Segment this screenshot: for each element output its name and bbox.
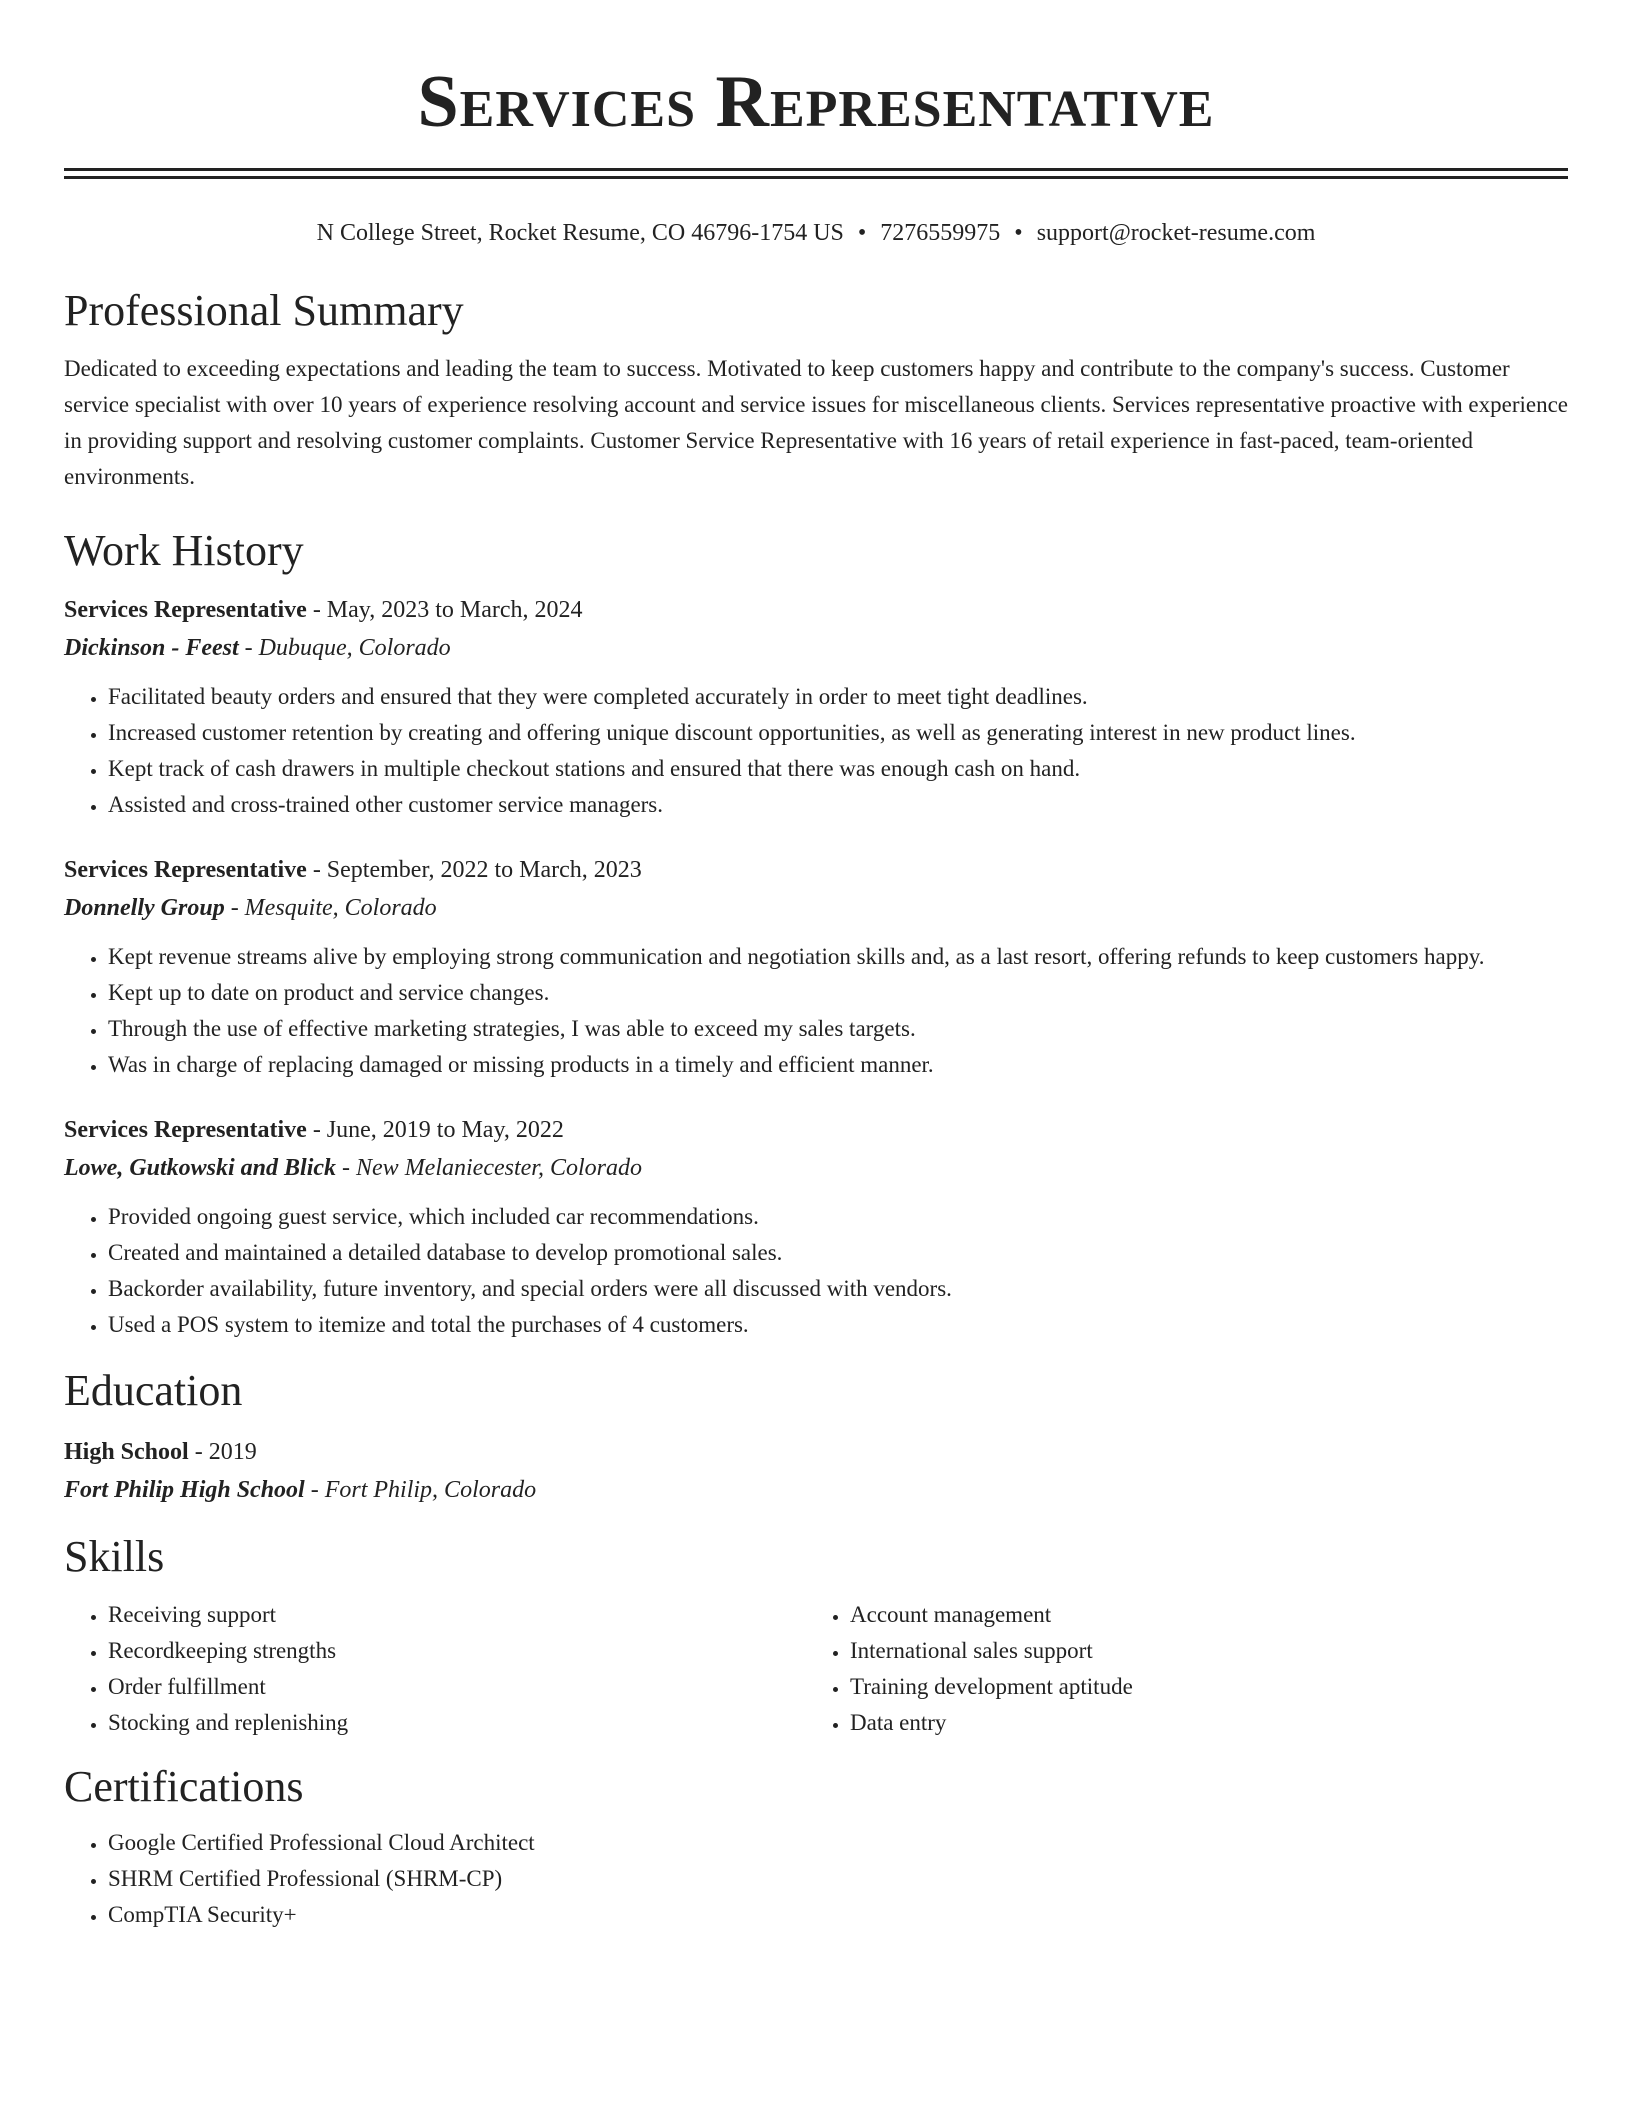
job-bullet: • Assisted and cross-trained other customer service managers. bbox=[108, 787, 1568, 823]
skills-list bbox=[806, 1597, 1548, 1741]
job-company: Donnelly Group bbox=[64, 895, 225, 921]
skills-columns bbox=[64, 1597, 1568, 1741]
skills-list bbox=[64, 1597, 806, 1741]
job-role: Services Representative bbox=[64, 597, 307, 623]
skills-heading: Skills bbox=[64, 1532, 165, 1581]
header-divider-top bbox=[64, 168, 1568, 171]
job-bullet: • Through the use of effective marketing strategies, I was able to exceed my sales targets. bbox=[108, 1011, 1568, 1047]
certification-item: • CompTIA Security+ bbox=[108, 1897, 1568, 1933]
job-bullets bbox=[64, 1199, 1568, 1343]
skills-column-right bbox=[806, 1597, 1548, 1741]
header-divider-bottom bbox=[64, 176, 1568, 179]
education-school-line bbox=[64, 1471, 1568, 1509]
contact-address: N College Street, Rocket Resume, CO 46796-1754 US bbox=[316, 220, 844, 246]
job-entry bbox=[64, 1111, 1568, 1343]
skill-item: • Recordkeeping strengths bbox=[108, 1633, 806, 1669]
skill-item: • Data entry bbox=[850, 1705, 1548, 1741]
education-year: - 2019 bbox=[188, 1439, 257, 1465]
job-role-line bbox=[64, 1111, 1568, 1149]
job-company-line bbox=[64, 629, 1568, 667]
skill-item: • Training development aptitude bbox=[850, 1669, 1548, 1705]
job-bullet: • Was in charge of replacing damaged or missing products in a timely and efficient manner. bbox=[108, 1047, 1568, 1083]
education-school: Fort Philip High School bbox=[64, 1477, 305, 1503]
contact-phone: 7276559975 bbox=[880, 220, 1001, 246]
skill-item: • Receiving support bbox=[108, 1597, 806, 1633]
job-bullets bbox=[64, 679, 1568, 823]
work-history-heading: Work History bbox=[64, 526, 304, 575]
skills-column-left bbox=[64, 1597, 806, 1741]
education-entry bbox=[64, 1433, 1568, 1509]
skill-item: • Account management bbox=[850, 1597, 1548, 1633]
job-company: Dickinson - Feest bbox=[64, 635, 239, 661]
contact-separator: • bbox=[1014, 220, 1023, 246]
job-company: Lowe, Gutkowski and Blick bbox=[64, 1155, 337, 1181]
skill-item: • International sales support bbox=[850, 1633, 1548, 1669]
contact-email[interactable]: support@rocket-resume.com bbox=[1036, 220, 1316, 246]
job-role: Services Representative bbox=[64, 857, 307, 883]
job-location: - New Melaniecester, Colorado bbox=[336, 1155, 642, 1181]
job-dates: - September, 2022 to March, 2023 bbox=[306, 857, 642, 883]
job-dates: - May, 2023 to March, 2024 bbox=[306, 597, 583, 623]
job-bullet: • Kept up to date on product and service changes. bbox=[108, 975, 1568, 1011]
job-dates: - June, 2019 to May, 2022 bbox=[306, 1117, 564, 1143]
job-bullet: • Backorder availability, future inventory, and special orders were all discussed with vendors. bbox=[108, 1271, 1568, 1307]
job-bullets bbox=[64, 939, 1568, 1083]
education-location: - Fort Philip, Colorado bbox=[304, 1477, 537, 1503]
summary-heading: Professional Summary bbox=[64, 286, 464, 335]
job-bullet: • Created and maintained a detailed database to develop promotional sales. bbox=[108, 1235, 1568, 1271]
job-company-line bbox=[64, 889, 1568, 927]
job-bullet: • Kept revenue streams alive by employing strong communication and negotiation skills and, as a last resort, offering refunds to keep customers happy. bbox=[108, 939, 1568, 975]
job-location: - Dubuque, Colorado bbox=[238, 635, 451, 661]
job-entry bbox=[64, 591, 1568, 823]
job-entry bbox=[64, 851, 1568, 1083]
job-role-line bbox=[64, 851, 1568, 889]
job-company-line bbox=[64, 1149, 1568, 1187]
contact-separator: • bbox=[857, 220, 867, 246]
certifications-heading: Certifications bbox=[64, 1762, 304, 1811]
job-role: Services Representative bbox=[64, 1117, 307, 1143]
job-location: - Mesquite, Colorado bbox=[224, 895, 437, 921]
job-bullet: • Increased customer retention by creating and offering unique discount opportunities, as well as generating interest in new product lines. bbox=[108, 715, 1568, 751]
job-role-line bbox=[64, 591, 1568, 629]
job-bullet: • Kept track of cash drawers in multiple checkout stations and ensured that there was enough cash on hand. bbox=[108, 751, 1568, 787]
education-heading: Education bbox=[64, 1366, 243, 1415]
skill-item: • Stocking and replenishing bbox=[108, 1705, 806, 1741]
contact-line bbox=[64, 217, 1568, 249]
certification-item: • SHRM Certified Professional (SHRM-CP) bbox=[108, 1861, 1568, 1897]
summary-text: Dedicated to exceeding expectations and leading the team to success. Motivated to keep customers happy and contribute to the company's success. Customer service specialist with over 10 years of experience resolving account and service issues for miscellaneous clients. Services representative proactive with experience in providing support and resolving customer complaints. Customer Service Representative with 16 years of retail experience in fast-paced, team-oriented environments. bbox=[64, 356, 1568, 489]
job-bullet: • Facilitated beauty orders and ensured that they were completed accurately in order to meet tight deadlines. bbox=[108, 679, 1568, 715]
job-bullet: • Provided ongoing guest service, which included car recommendations. bbox=[108, 1199, 1568, 1235]
job-bullet: • Used a POS system to itemize and total the purchases of 4 customers. bbox=[108, 1307, 1568, 1343]
resume-name-title: Services Representative bbox=[417, 61, 1215, 143]
certifications-list bbox=[64, 1825, 1568, 1933]
education-degree: High School bbox=[64, 1439, 189, 1465]
certification-item: • Google Certified Professional Cloud Architect bbox=[108, 1825, 1568, 1861]
education-degree-line bbox=[64, 1433, 1568, 1471]
skill-item: • Order fulfillment bbox=[108, 1669, 806, 1705]
